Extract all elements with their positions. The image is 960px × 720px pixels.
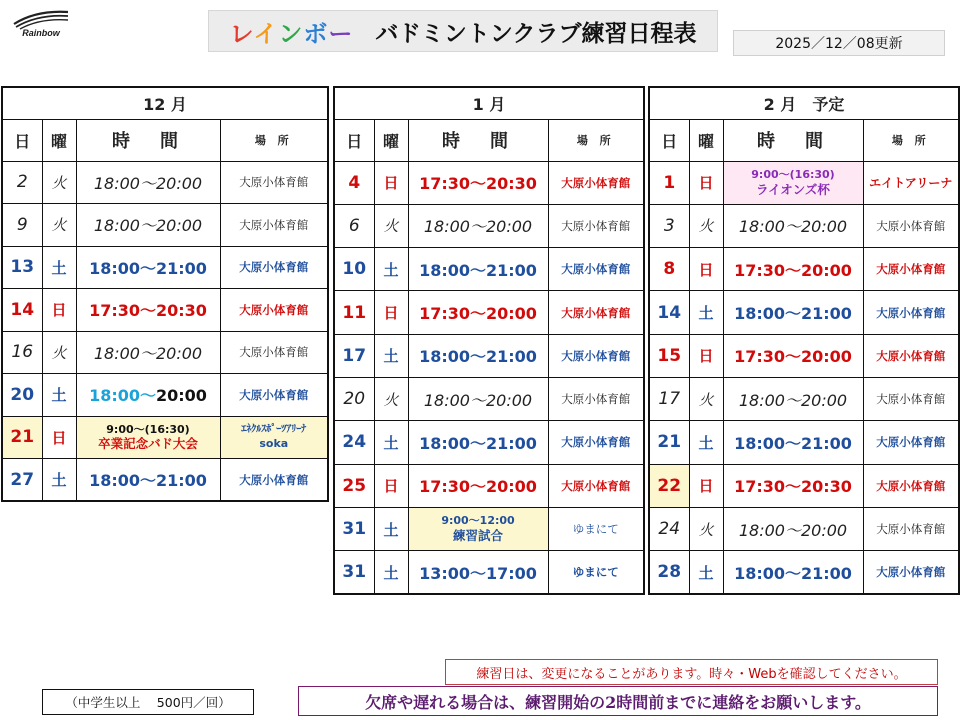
place-line: soka: [259, 436, 289, 450]
schedule-row: [334, 421, 644, 464]
day-cell: 14: [649, 291, 689, 334]
time-cell: 18:00〜20:00: [723, 507, 863, 550]
dow-cell: 火: [689, 204, 723, 247]
day-cell: 2: [2, 161, 42, 204]
title-rainbow-char: レ: [229, 19, 254, 48]
time-cell: 17:30〜20:00: [408, 291, 548, 334]
schedule-row: [2, 289, 328, 332]
time-line: 9:00〜12:00: [441, 514, 515, 528]
dow-cell: 火: [42, 161, 76, 204]
time-cell: 18:00〜20:00: [76, 331, 220, 374]
col-header-dow: 曜: [374, 119, 408, 161]
day-cell: 10: [334, 248, 374, 291]
col-header-time: 時 間: [408, 119, 548, 161]
schedule-row: [2, 416, 328, 459]
day-cell: 21: [649, 421, 689, 464]
schedule-row: [2, 374, 328, 417]
dow-cell: 日: [689, 161, 723, 204]
place-cell: 大原小体育館: [548, 248, 644, 291]
time-cell: 18:00〜20:00: [408, 204, 548, 247]
time-cell: 17:30〜20:30: [723, 464, 863, 507]
place-cell: 大原小体育館: [863, 507, 959, 550]
dow-cell: 土: [42, 246, 76, 289]
event-name: ライオンズ杯: [756, 181, 830, 197]
place-cell: 大原小体育館: [863, 248, 959, 291]
title-rainbow: [230, 14, 354, 49]
place-cell: 大原小体育館: [548, 161, 644, 204]
place-cell: [220, 416, 328, 459]
schedule-row: [649, 248, 959, 291]
place-cell: 大原小体育館: [220, 459, 328, 502]
time-cell: 17:30〜20:30: [76, 289, 220, 332]
day-cell: 1: [649, 161, 689, 204]
day-cell: 21: [2, 416, 42, 459]
day-cell: 4: [334, 161, 374, 204]
col-header-time: 時 間: [723, 119, 863, 161]
time-cell: 18:00〜21:00: [723, 421, 863, 464]
dow-cell: 土: [42, 374, 76, 417]
time-cell: 18:00〜21:00: [723, 551, 863, 594]
club-logo: [12, 8, 70, 44]
time-cell: 18:00〜20:00: [76, 204, 220, 247]
dow-cell: 土: [374, 248, 408, 291]
logo-text: Rainbow: [22, 28, 60, 38]
swoosh-logo-icon: [12, 8, 70, 30]
month-table-february: [648, 86, 960, 595]
dow-cell: 日: [689, 464, 723, 507]
place-cell: 大原小体育館: [548, 334, 644, 377]
day-cell: 11: [334, 291, 374, 334]
place-cell: 大原小体育館: [220, 331, 328, 374]
title-rainbow-char: ボ: [303, 19, 329, 48]
day-cell: 20: [2, 374, 42, 417]
title-banner: [208, 10, 718, 52]
schedule-row: [2, 161, 328, 204]
dow-cell: 日: [42, 289, 76, 332]
time-end: 20:00: [156, 386, 207, 406]
day-cell: 17: [334, 334, 374, 377]
day-cell: 27: [2, 459, 42, 502]
month-table-january: [333, 86, 645, 595]
schedule-row: [334, 334, 644, 377]
schedule-row: [649, 377, 959, 420]
time-cell: [723, 161, 863, 204]
time-line: 9:00〜(16:30): [106, 422, 190, 436]
time-cell: 18:00〜21:00: [723, 291, 863, 334]
dow-cell: 火: [42, 331, 76, 374]
updated-date: 2025／12／08更新: [733, 30, 945, 56]
time-cell: 13:00〜17:00: [408, 551, 548, 594]
time-cell: 17:30〜20:00: [408, 464, 548, 507]
day-cell: 14: [2, 289, 42, 332]
time-cell: [408, 507, 548, 550]
col-header-day: 日: [649, 119, 689, 161]
place-cell: 大原小体育館: [548, 464, 644, 507]
dow-cell: 日: [689, 334, 723, 377]
day-cell: 13: [2, 246, 42, 289]
schedule-row: [649, 291, 959, 334]
schedule-row: [649, 421, 959, 464]
day-cell: 20: [334, 377, 374, 420]
schedule-row: [649, 204, 959, 247]
schedule-row: [2, 331, 328, 374]
day-cell: 31: [334, 551, 374, 594]
place-cell: 大原小体育館: [863, 291, 959, 334]
time-cell: 18:00〜20:00: [723, 377, 863, 420]
day-cell: 9: [2, 204, 42, 247]
day-cell: 6: [334, 204, 374, 247]
place-cell: ゆまにて: [548, 507, 644, 550]
schedule-row: [2, 246, 328, 289]
schedule-row: [334, 291, 644, 334]
time-cell: [76, 374, 220, 417]
event-name: 練習試合: [452, 528, 503, 544]
schedule-row: [649, 464, 959, 507]
col-header-day: 日: [334, 119, 374, 161]
schedule-row: [649, 507, 959, 550]
fee-note: （中学生以上 500円／回）: [42, 689, 254, 715]
dow-cell: 日: [42, 416, 76, 459]
place-cell: 大原小体育館: [548, 421, 644, 464]
schedule-row: [334, 377, 644, 420]
month-table-december: [1, 86, 329, 502]
dow-cell: 日: [689, 248, 723, 291]
time-cell: 18:00〜21:00: [408, 421, 548, 464]
time-cell: 18:00〜20:00: [76, 161, 220, 204]
time-cell: 17:30〜20:30: [408, 161, 548, 204]
dow-cell: 火: [689, 507, 723, 550]
place-cell: 大原小体育館: [548, 204, 644, 247]
place-cell: 大原小体育館: [220, 374, 328, 417]
dow-cell: 土: [689, 421, 723, 464]
dow-cell: 火: [689, 377, 723, 420]
day-cell: 3: [649, 204, 689, 247]
title-rainbow-char: ン: [278, 19, 304, 48]
dow-cell: 火: [374, 204, 408, 247]
col-header-time: 時 間: [76, 119, 220, 161]
dow-cell: 土: [374, 507, 408, 550]
col-header-place: 場 所: [863, 119, 959, 161]
place-cell: 大原小体育館: [220, 161, 328, 204]
schedule-row: [334, 248, 644, 291]
day-cell: 25: [334, 464, 374, 507]
dow-cell: 火: [42, 204, 76, 247]
time-cell: 18:00〜21:00: [408, 334, 548, 377]
place-cell: 大原小体育館: [863, 464, 959, 507]
time-line: 9:00〜(16:30): [751, 167, 835, 181]
day-cell: 24: [649, 507, 689, 550]
time-cell: 17:30〜20:00: [723, 334, 863, 377]
month-header: 2 月 予定: [649, 87, 959, 119]
day-cell: 17: [649, 377, 689, 420]
month-header: 1 月: [334, 87, 644, 119]
time-cell: 17:30〜20:00: [723, 248, 863, 291]
place-cell: 大原小体育館: [863, 551, 959, 594]
dow-cell: 日: [374, 291, 408, 334]
time-cell: [76, 416, 220, 459]
place-cell: 大原小体育館: [863, 334, 959, 377]
place-cell: ゆまにて: [548, 551, 644, 594]
col-header-place: 場 所: [220, 119, 328, 161]
title-rainbow-char: ー: [328, 19, 354, 48]
day-cell: 8: [649, 248, 689, 291]
place-cell: 大原小体育館: [863, 377, 959, 420]
day-cell: 22: [649, 464, 689, 507]
time-start: 18:00〜: [89, 386, 156, 406]
day-cell: 31: [334, 507, 374, 550]
dow-cell: 土: [689, 551, 723, 594]
schedule-change-note: 練習日は、変更になることがあります。時々・Webを確認してください。: [445, 659, 938, 685]
col-header-dow: 曜: [42, 119, 76, 161]
col-header-day: 日: [2, 119, 42, 161]
place-cell: 大原小体育館: [220, 246, 328, 289]
day-cell: 24: [334, 421, 374, 464]
dow-cell: 土: [689, 291, 723, 334]
time-cell: 18:00〜20:00: [723, 204, 863, 247]
dow-cell: 日: [374, 464, 408, 507]
place-cell: 大原小体育館: [863, 421, 959, 464]
schedule-row: [2, 459, 328, 502]
place-cell: 大原小体育館: [548, 291, 644, 334]
schedule-row: [649, 551, 959, 594]
schedule-row: [649, 161, 959, 204]
schedule-row: [334, 551, 644, 594]
place-cell: 大原小体育館: [220, 289, 328, 332]
dow-cell: 火: [374, 377, 408, 420]
dow-cell: 土: [42, 459, 76, 502]
col-header-place: 場 所: [548, 119, 644, 161]
schedule-row: [2, 204, 328, 247]
place-cell: エイトアリーナ: [863, 161, 959, 204]
event-name: 卒業記念バド大会: [98, 436, 198, 452]
day-cell: 28: [649, 551, 689, 594]
time-cell: 18:00〜21:00: [76, 246, 220, 289]
day-cell: 16: [2, 331, 42, 374]
schedule-row: [334, 507, 644, 550]
place-cell: 大原小体育館: [220, 204, 328, 247]
place-line: ｴﾈｸﾙｽﾎﾟｰﾂｱﾘｰﾅ: [241, 424, 307, 436]
time-cell: 18:00〜20:00: [408, 377, 548, 420]
schedule-row: [334, 464, 644, 507]
schedule-row: [649, 334, 959, 377]
time-cell: 18:00〜21:00: [408, 248, 548, 291]
dow-cell: 土: [374, 551, 408, 594]
dow-cell: 土: [374, 334, 408, 377]
schedule-row: [334, 204, 644, 247]
title-main: バドミントンクラブ練習日程表: [375, 20, 697, 47]
day-cell: 15: [649, 334, 689, 377]
dow-cell: 土: [374, 421, 408, 464]
dow-cell: 日: [374, 161, 408, 204]
title-rainbow-char: イ: [253, 19, 279, 48]
month-header: 12 月: [2, 87, 328, 119]
absence-notice: 欠席や遅れる場合は、練習開始の2時間前までに連絡をお願いします。: [298, 686, 938, 716]
time-cell: 18:00〜21:00: [76, 459, 220, 502]
place-cell: 大原小体育館: [863, 204, 959, 247]
place-cell: 大原小体育館: [548, 377, 644, 420]
schedule-row: [334, 161, 644, 204]
col-header-dow: 曜: [689, 119, 723, 161]
